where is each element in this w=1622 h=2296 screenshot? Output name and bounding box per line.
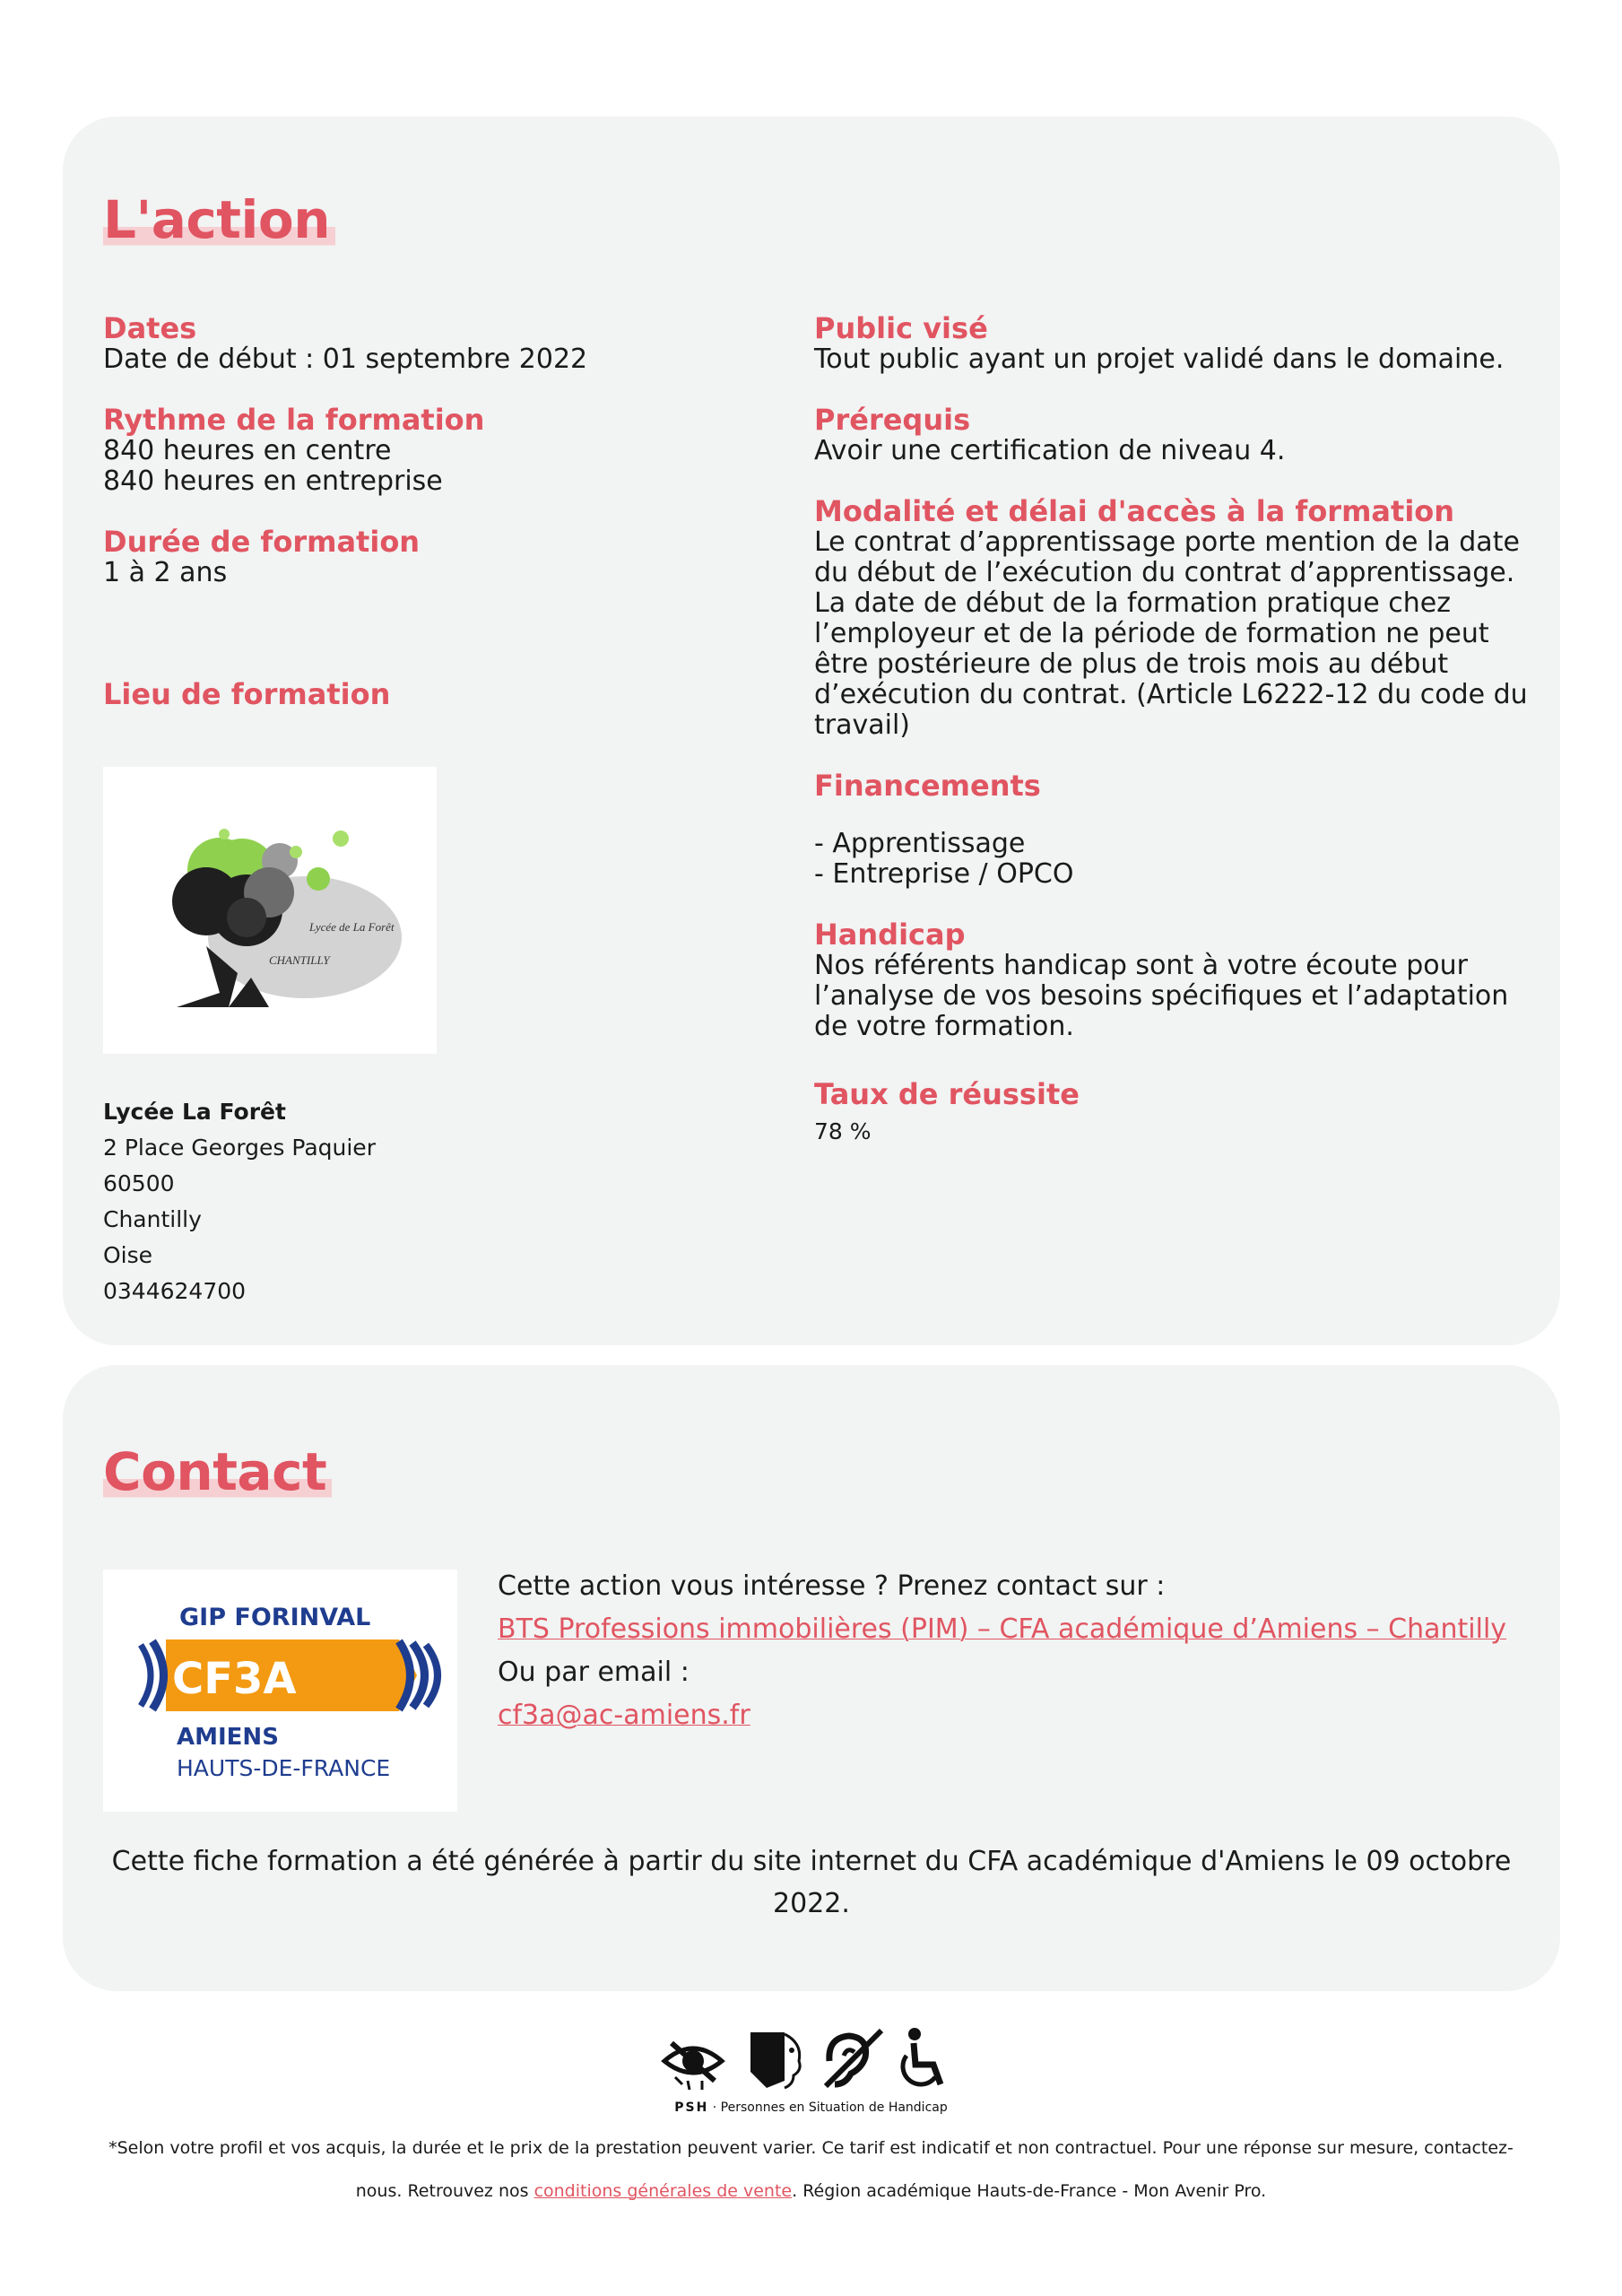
address-department: Oise	[103, 1242, 153, 1268]
email-link[interactable]: cf3a@ac-amiens.fr	[498, 1700, 750, 1731]
psh-caption: PSH · Personnes en Situation de Handicap	[674, 2100, 948, 2115]
email-intro: Ou par email :	[498, 1657, 690, 1688]
public-label: Public visé	[814, 311, 988, 345]
lycee-logo	[103, 767, 437, 1054]
cgv-link[interactable]: conditions générales de vente	[533, 2181, 793, 2201]
address-postcode: 60500	[103, 1170, 175, 1196]
contact-intro: Cette action vous intéresse ? Prenez contact sur :	[498, 1570, 1166, 1602]
modalite-line: La date de début de la formation pratique chez	[814, 587, 1451, 619]
handicap-label: Handicap	[814, 918, 966, 952]
financements-label: Financements	[814, 769, 1041, 803]
handicap-line: Nos référents handicap sont à votre écoute pour	[814, 950, 1469, 981]
financements-item: - Entreprise / OPCO	[814, 858, 1074, 890]
cf3a-logo-icon	[103, 1570, 457, 1812]
rythme-line-2: 840 heures en entreprise	[103, 465, 443, 497]
modalite-line: du début de l’exécution du contrat d’apprentissage.	[814, 557, 1515, 588]
generated-note	[63, 1840, 1560, 1925]
handicap-line: l’analyse de vos besoins spécifiques et l’adaptation	[814, 980, 1509, 1012]
generated-line-1: Cette fiche formation a été générée à partir du site internet du CFA académique d'Amiens le 09 octobre	[111, 1846, 1512, 1877]
cf3a-logo-line-4: HAUTS-DE-FRANCE	[177, 1755, 391, 1781]
lieu-label: Lieu de formation	[103, 677, 391, 711]
prerequis-value: Avoir une certification de niveau 4.	[814, 435, 1286, 466]
dates-value: Date de début : 01 septembre 2022	[103, 344, 588, 375]
cf3a-logo	[103, 1570, 457, 1812]
modalite-line: Le contrat d’apprentissage porte mention de la date	[814, 526, 1520, 558]
hearing-impairment-icon	[826, 2031, 881, 2086]
modalite-line: travail)	[814, 709, 910, 741]
tree-logo-icon	[103, 767, 437, 1054]
action-left-column	[103, 312, 749, 710]
address-street: 2 Place Georges Paquier	[103, 1135, 376, 1161]
taux-label: Taux de réussite	[814, 1077, 1080, 1111]
section-title-action: L'action	[103, 194, 335, 246]
financements-item: - Apprentissage	[814, 828, 1026, 859]
action-right-column	[814, 312, 1531, 1150]
prerequis-label: Prérequis	[814, 403, 971, 437]
formation-link[interactable]: BTS Professions immobilières (PIM) – CFA académique d’Amiens – Chantilly	[498, 1613, 1507, 1645]
handicap-line: de votre formation.	[814, 1011, 1074, 1042]
cf3a-logo-line-3: AMIENS	[177, 1724, 279, 1751]
psh-icons-row	[659, 2025, 964, 2092]
action-card	[63, 117, 1560, 1345]
rythme-label: Rythme de la formation	[103, 403, 485, 437]
generated-line-2: 2022.	[773, 1888, 850, 1919]
email-line	[498, 1694, 1538, 1737]
footer-note-line-2: nous. Retrouvez nos conditions générales de vente. Région académique Hauts-de-France - Mon Avenir Pro.	[355, 2181, 1267, 2201]
cf3a-logo-line-2: CF3A	[172, 1654, 297, 1704]
duree-value: 1 à 2 ans	[103, 557, 228, 588]
contact-text-block	[498, 1565, 1538, 1737]
footer-note-line-1: *Selon votre profil et vos acquis, la durée et le prix de la prestation peuvent varier. Ce tarif est indicatif et non contractuel. Pour une réponse sur mesure, contactez-	[108, 2138, 1514, 2158]
lycee-logo-line-1: Lycée de La Forêt	[309, 920, 395, 934]
mental-disability-icon	[750, 2032, 800, 2088]
psh-text: Personnes en Situation de Handicap	[720, 2100, 948, 2115]
cf3a-logo-line-1: GIP FORINVAL	[179, 1604, 371, 1631]
modalite-line: l’employeur et de la période de formation ne peut	[814, 618, 1489, 649]
contact-link-line	[498, 1608, 1538, 1651]
public-value: Tout public ayant un projet validé dans le domaine.	[814, 344, 1505, 375]
lycee-logo-line-2: CHANTILLY	[269, 953, 330, 967]
address-city: Chantilly	[103, 1206, 202, 1232]
section-title-contact: Contact	[103, 1446, 332, 1498]
psh-bold: PSH	[674, 2100, 709, 2115]
modalite-line: d’exécution du contrat. (Article L6222-12 du code du	[814, 679, 1528, 710]
wheelchair-icon	[903, 2028, 941, 2084]
modalite-label: Modalité et délai d'accès à la formation	[814, 494, 1455, 528]
modalite-line: être postérieure de plus de trois mois au début	[814, 648, 1449, 680]
contact-card	[63, 1365, 1560, 1991]
address-name: Lycée La Forêt	[103, 1099, 286, 1125]
address-phone: 0344624700	[103, 1278, 247, 1304]
rythme-line-1: 840 heures en centre	[103, 435, 392, 466]
duree-label: Durée de formation	[103, 525, 421, 559]
taux-value: 78 %	[814, 1118, 872, 1144]
visual-impairment-icon	[664, 2043, 722, 2090]
dates-label: Dates	[103, 311, 197, 345]
address-block	[103, 1094, 641, 1309]
